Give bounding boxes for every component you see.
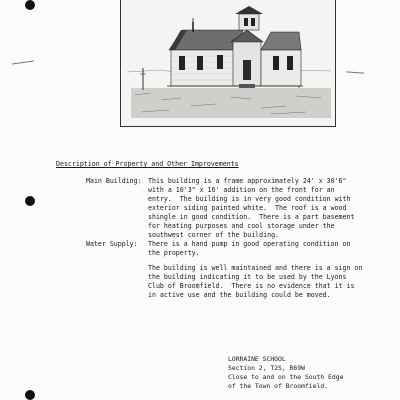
- section-heading: Description of Property and Other Improvements: [56, 160, 239, 168]
- main-building-line: with a 10'3" x 16' addition on the front for an: [148, 186, 335, 194]
- binder-hole: [25, 0, 35, 10]
- caption-line: LORRAINE SCHOOL: [228, 355, 286, 363]
- main-building-line: entry. The building is in very good condition with: [148, 195, 351, 203]
- water-supply-line: There is a hand pump in good operating condition on: [148, 240, 351, 248]
- main-building-line: shingle in good condition. There is a part basement: [148, 213, 355, 221]
- main-building-line: exterior siding painted white. The roof is a wood: [148, 204, 347, 212]
- main-building-label: Main Building:: [86, 177, 142, 185]
- schoolhouse-illustration: [121, 0, 335, 126]
- main-building-line: This building is a frame approximately 24' x 30'6": [148, 177, 347, 185]
- closing-line: The building is well maintained and there is a sign on: [148, 264, 363, 272]
- binder-hole: [25, 390, 35, 400]
- binder-hole: [25, 196, 35, 206]
- caption-line: Close to and on the South Edge: [228, 373, 344, 381]
- closing-line: in active use and the building could be moved.: [148, 291, 331, 299]
- main-building-line: southwest corner of the building.: [148, 231, 280, 239]
- closing-line: the building indicating it to be used by the Lyons: [148, 273, 347, 281]
- water-supply-line: the property.: [148, 249, 200, 257]
- caption-line: Section 2, T2S, R69W: [228, 364, 305, 372]
- pencil-mark: [346, 71, 364, 73]
- water-supply-label: Water Supply:: [86, 240, 138, 248]
- main-building-line: for heating purposes and cool storage under the: [148, 222, 335, 230]
- schoolhouse-photo: [120, 0, 336, 127]
- caption-line: of the Town of Broomfield.: [228, 382, 329, 390]
- closing-line: Club of Broomfield. There is no evidence that it is: [148, 282, 355, 290]
- pencil-mark: [12, 60, 34, 64]
